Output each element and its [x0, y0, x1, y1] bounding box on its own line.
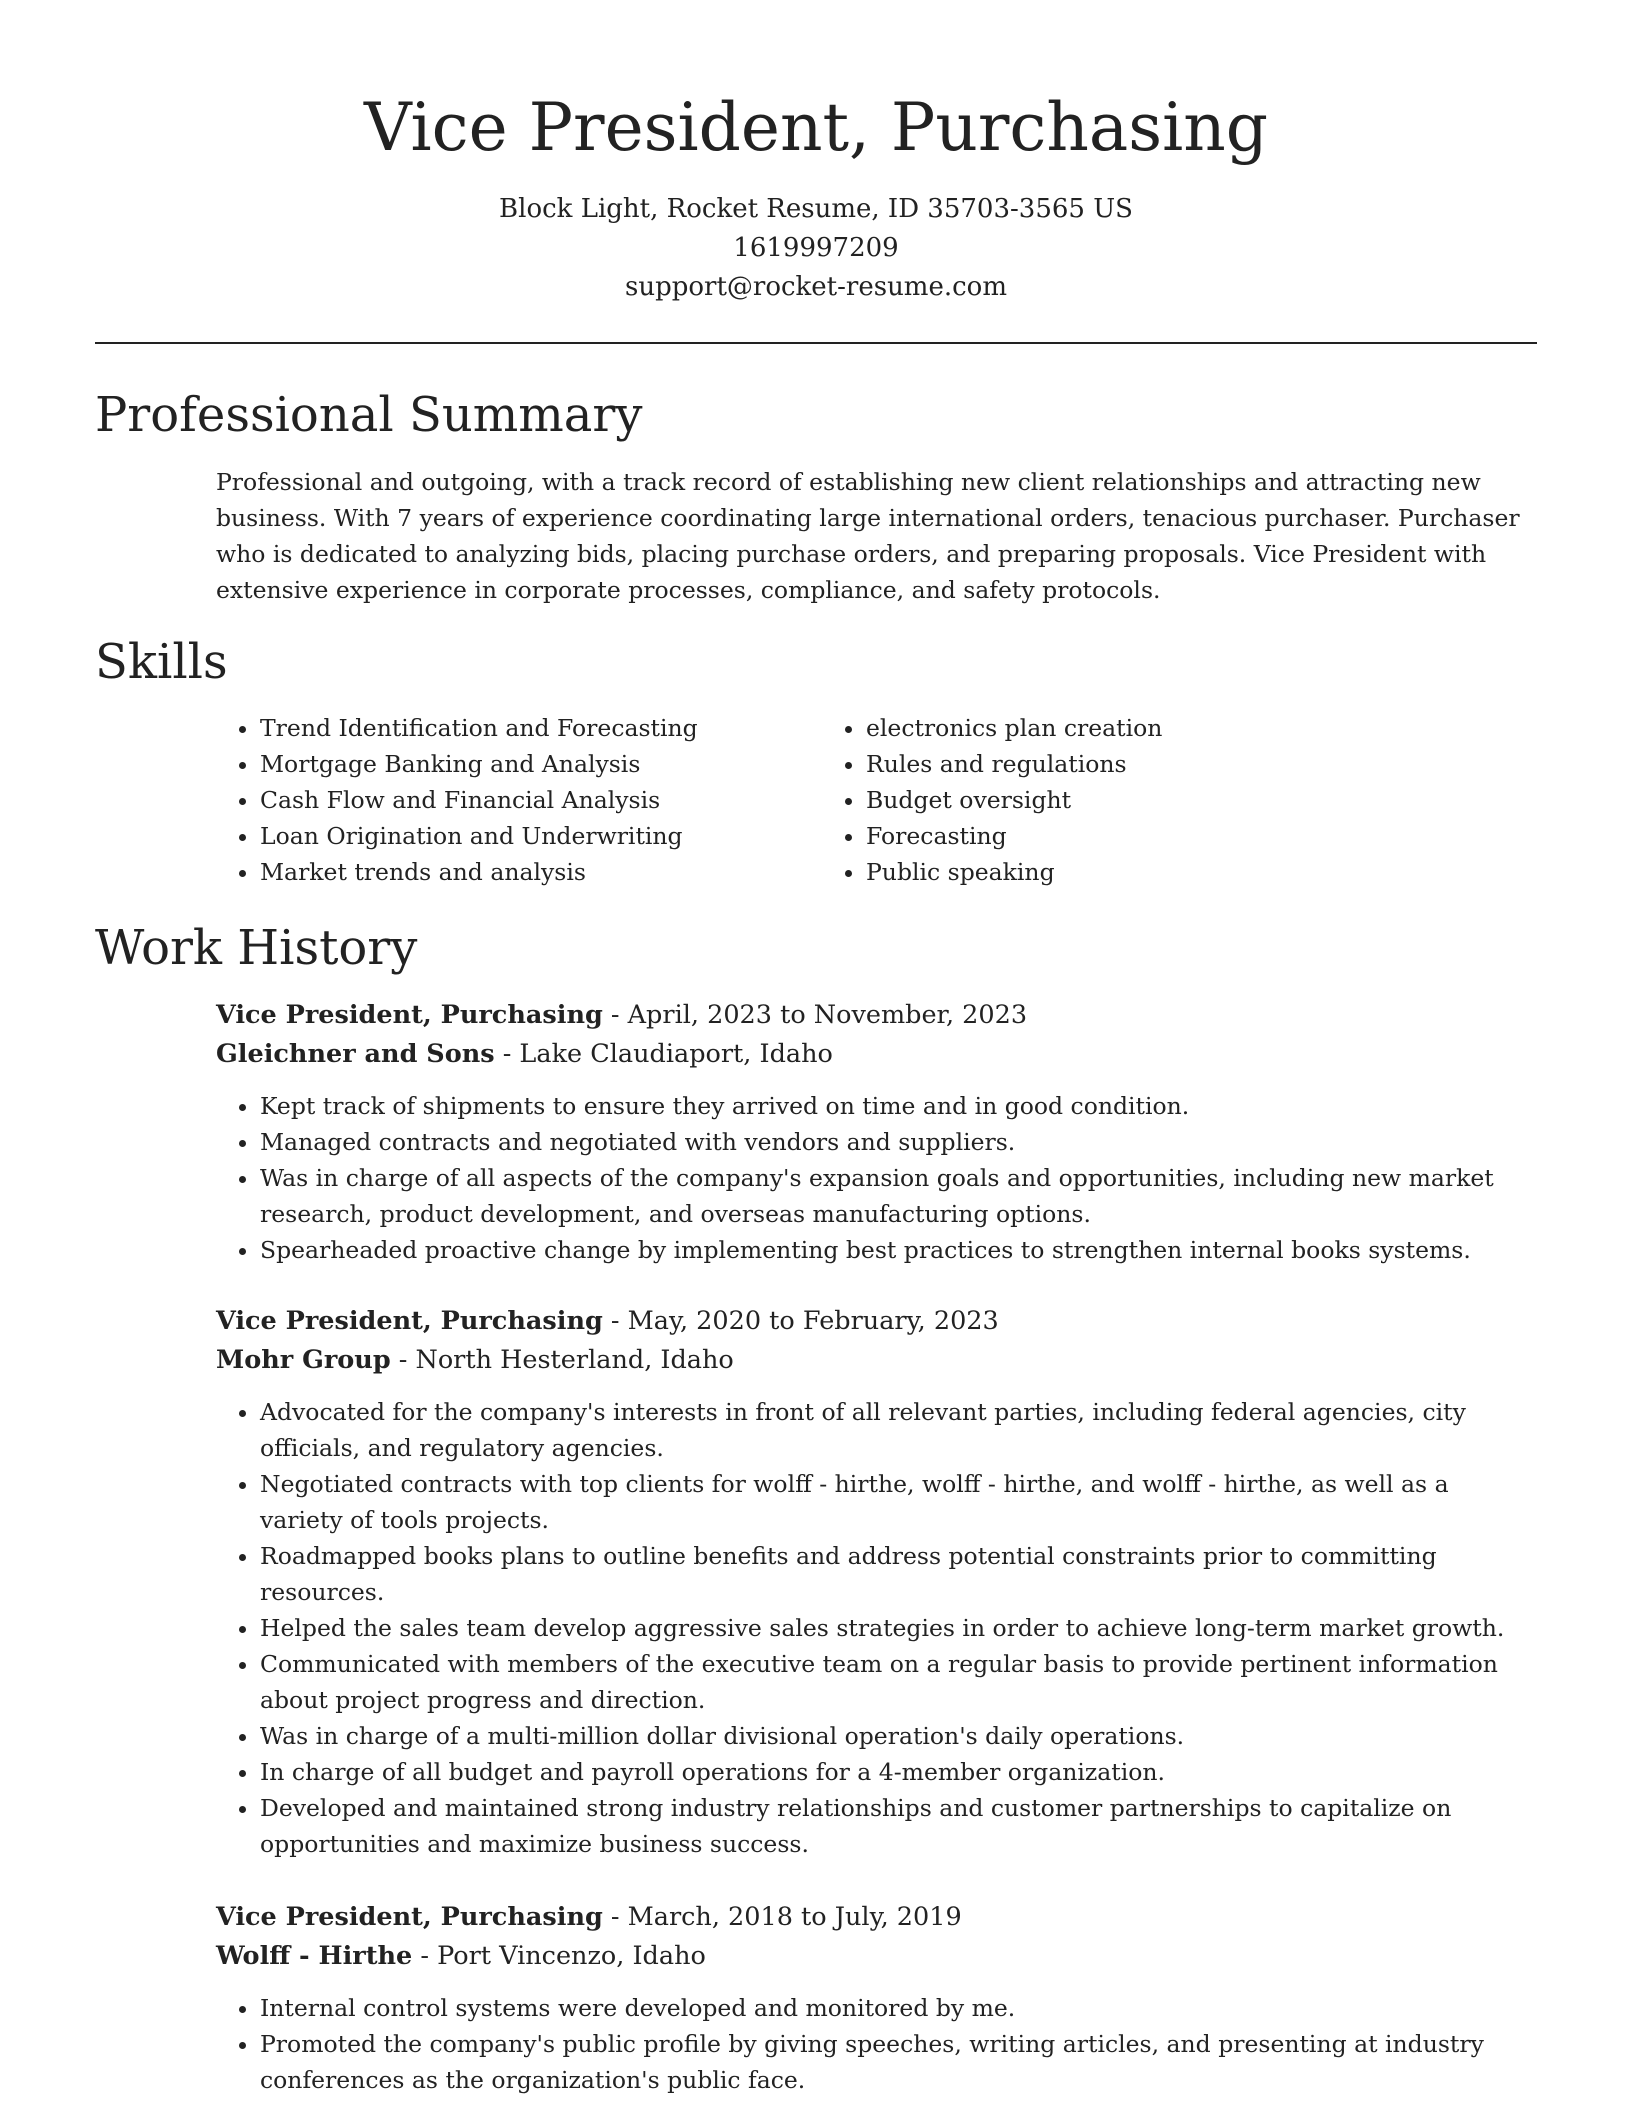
section-title-work-history: Work History	[95, 920, 418, 976]
skill-item: • Budget oversight	[866, 782, 1472, 818]
job-company: Gleichner and Sons	[216, 1039, 495, 1069]
job-title-line	[216, 1302, 1516, 1341]
contact-email: support@rocket-resume.com	[624, 272, 1007, 302]
job-bullet: • Communicated with members of the executive team on a regular basis to provide pertinent information about project progress and direction.	[260, 1646, 1516, 1718]
skill-item: • Market trends and analysis	[260, 854, 822, 890]
skill-item: • Public speaking	[866, 854, 1472, 890]
job-entry	[216, 996, 1516, 1268]
section-title-skills: Skills	[95, 634, 228, 690]
job-role: Vice President, Purchasing	[216, 1306, 603, 1336]
job-entry	[216, 1302, 1516, 1862]
job-role: Vice President, Purchasing	[216, 1000, 603, 1030]
job-location: - North Hesterland, Idaho	[390, 1345, 734, 1375]
job-company-line	[216, 1341, 1516, 1380]
job-title-line	[216, 996, 1516, 1035]
job-company-line	[216, 1937, 1516, 1976]
job-bullets	[216, 1088, 1516, 1268]
candidate-name: Vice President, Purchasing	[364, 89, 1268, 166]
contact-phone: 1619997209	[733, 233, 899, 263]
job-bullet: • Negotiated contracts with top clients for wolff - hirthe, wolff - hirthe, and wolff - hirthe, as well as a variety of tools projects.	[260, 1466, 1516, 1538]
skills-column-right	[822, 710, 1472, 890]
job-bullet: • Promoted the company's public profile by giving speeches, writing articles, and presenting at industry conferences as the organization's public face.	[260, 2026, 1516, 2098]
contact-block	[0, 190, 1632, 307]
skill-item: • Loan Origination and Underwriting	[260, 818, 822, 854]
section-title-summary: Professional Summary	[95, 387, 643, 443]
resume-header	[0, 0, 1632, 307]
summary-text: Professional and outgoing, with a track record of establishing new client relationships and attracting new business. With 7 years of experience coordinating large international orders, tenacious purchaser. Purchaser who is dedicated to analyzing bids, placing purchase orders, and preparing proposals. Vice President with extensive experience in corporate processes, compliance, and safety protocols.	[216, 468, 1520, 604]
job-role: Vice President, Purchasing	[216, 1902, 603, 1932]
skill-item: • Trend Identification and Forecasting	[260, 710, 822, 746]
job-company: Wolff - Hirthe	[216, 1941, 413, 1971]
skills-column-left	[216, 710, 822, 890]
job-entry	[216, 1898, 1516, 2098]
header-divider	[95, 342, 1537, 344]
job-company-line	[216, 1035, 1516, 1074]
job-company: Mohr Group	[216, 1345, 391, 1375]
contact-address: Block Light, Rocket Resume, ID 35703-3565 US	[499, 194, 1133, 224]
job-bullets	[216, 1394, 1516, 1862]
job-title-line	[216, 1898, 1516, 1937]
job-bullet: • Helped the sales team develop aggressive sales strategies in order to achieve long-term market growth.	[260, 1610, 1516, 1646]
job-bullet: • Spearheaded proactive change by implementing best practices to strengthen internal books systems.	[260, 1232, 1516, 1268]
job-bullet: • Managed contracts and negotiated with vendors and suppliers.	[260, 1124, 1516, 1160]
job-bullet: • Internal control systems were developed and monitored by me.	[260, 1990, 1516, 2026]
job-bullet: • Was in charge of all aspects of the company's expansion goals and opportunities, including new market research, product development, and overseas manufacturing options.	[260, 1160, 1516, 1232]
job-bullet: • In charge of all budget and payroll operations for a 4-member organization.	[260, 1754, 1516, 1790]
job-dates: - March, 2018 to July, 2019	[602, 1902, 962, 1932]
job-location: - Port Vincenzo, Idaho	[412, 1941, 706, 1971]
job-location: - Lake Claudiaport, Idaho	[494, 1039, 833, 1069]
job-bullets	[216, 1990, 1516, 2098]
skill-item: • Forecasting	[866, 818, 1472, 854]
job-bullet: • Roadmapped books plans to outline benefits and address potential constraints prior to committing resources.	[260, 1538, 1516, 1610]
skill-item: • Rules and regulations	[866, 746, 1472, 782]
job-bullet: • Developed and maintained strong industry relationships and customer partnerships to capitalize on opportunities and maximize business success.	[260, 1790, 1516, 1862]
skill-item: • electronics plan creation	[866, 710, 1472, 746]
job-bullet: • Was in charge of a multi-million dollar divisional operation's daily operations.	[260, 1718, 1516, 1754]
job-dates: - April, 2023 to November, 2023	[602, 1000, 1028, 1030]
job-bullet: • Kept track of shipments to ensure they arrived on time and in good condition.	[260, 1088, 1516, 1124]
job-bullet: • Advocated for the company's interests in front of all relevant parties, including federal agencies, city officials, and regulatory agencies.	[260, 1394, 1516, 1466]
skill-item: • Mortgage Banking and Analysis	[260, 746, 822, 782]
job-dates: - May, 2020 to February, 2023	[602, 1306, 999, 1336]
skill-item: • Cash Flow and Financial Analysis	[260, 782, 822, 818]
skills-list	[216, 710, 1516, 890]
